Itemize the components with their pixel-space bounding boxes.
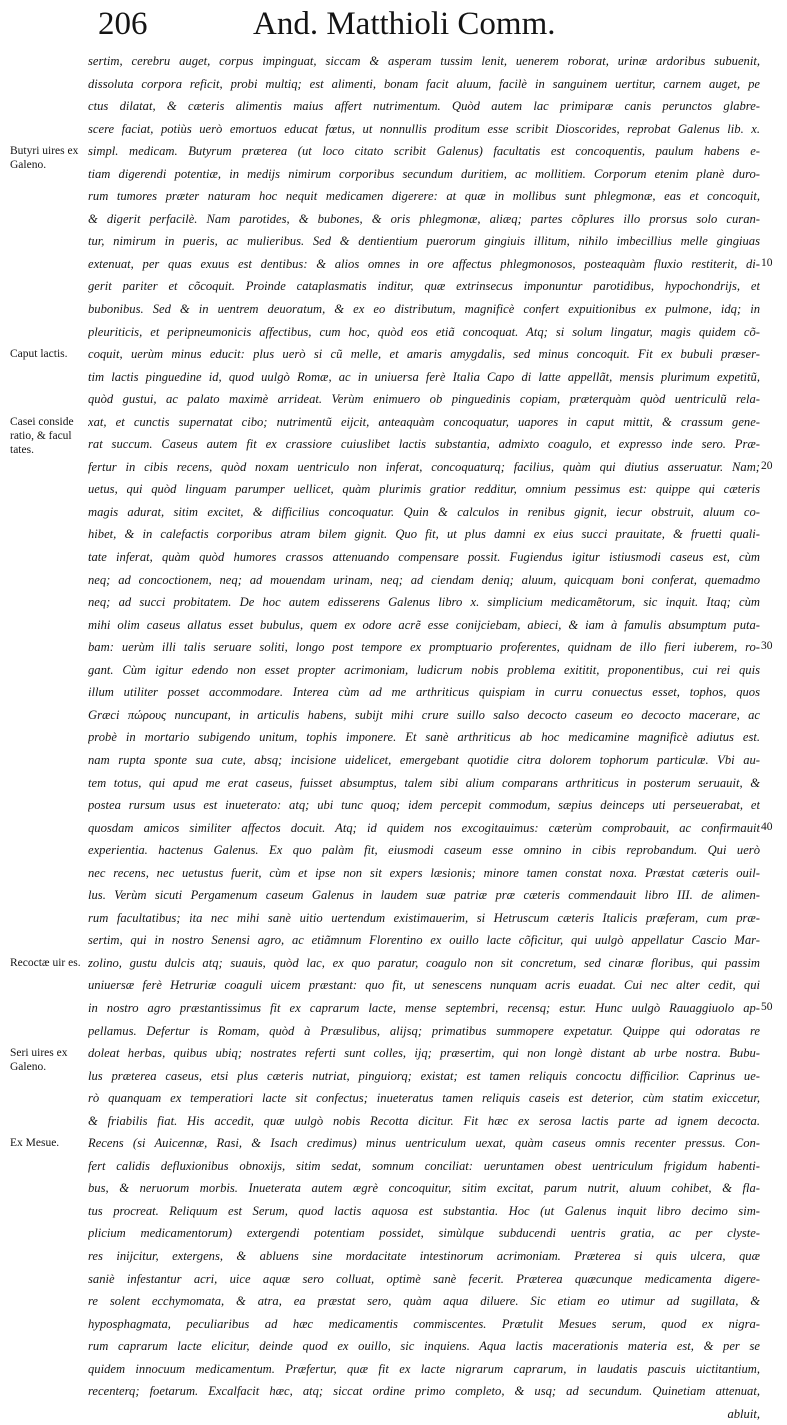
text-line: gant. Cùm igitur edendo non esset propter acrimoniam, ludicrum nobis problema exititit, proponentibus, cui rei quis bbox=[88, 662, 760, 677]
text-line: re solent ecchymomata, & atra, ea præstat sero, quàm aqua diluere. Sic etiam eo utimur ad sugillata, & bbox=[88, 1294, 760, 1309]
text-line: lus. Verùm sicuti Pergamenum caseum Galenus in laudem suæ patriæ præ cæteris commendauit libro III. de alimen- bbox=[88, 888, 760, 903]
text-line: Græci πώρους nuncupant, in articulis habens, subijt mihi crure suillo salso decocto caseum eo decocto macerare, ac bbox=[88, 707, 760, 722]
text-line: bam: uerùm illi talis seruare soliti, longo post tempore ex promptuario proferentes, quidnam de illo fieri iuberem, ro- bbox=[88, 640, 760, 655]
text-line: tem totus, qui apud me erat caseus, fuisset absumptus, talem sibi alium comparans arthriticus in posterum seruauit, & bbox=[88, 775, 760, 790]
line-number: 10 bbox=[761, 256, 773, 269]
text-line: & friabilis fiat. His accedit, quæ uulgò nobis Recotta dicitur. Fit hæc ex serosa lactis parte ad ignem decocta. bbox=[88, 1113, 760, 1128]
text-line: tim lactis pinguedine id, quod uulgò Romæ, ac in uniuersa ferè Italia Capo di latte appellãt, mensis plurimum expetitũ, bbox=[88, 369, 760, 384]
text-line: neq; ad concoctionem, neq; ad mouendam urinam, neq; ad ciendam deniq; aluum, quicquam boni conferat, quemadmo bbox=[88, 572, 760, 587]
text-line: scere faciat, potiùs uerò emortuos educat fœtus, ut nonnullis proditum esse scribit Dioscorides, reprobat Galenus lib. x. bbox=[88, 121, 760, 136]
page-header bbox=[98, 6, 638, 50]
text-line: dissoluta corpora reficit, probi multiq; est alimenti, bonam facit aluum, facilè in sanguinem uertitur, carnem auget, pe bbox=[88, 76, 760, 91]
body-text bbox=[88, 50, 760, 1425]
margin-note: Seri uires ex Galeno. bbox=[10, 1047, 68, 1074]
text-line: rum facultatibus; ita nec mihi sanè uitio uertendum existimauerim, si Hetruscum cæteris Italicis præferam, cum præ- bbox=[88, 910, 760, 925]
text-line: zolino, gustu dulcis atq; suauis, quòd lac, ex quo paratur, coagulo non sit concretum, sed cinaræ floribus, qui passim bbox=[88, 955, 760, 970]
text-line: recenterq; foetarum. Excalfacit hæc, atq; siccat ordine primo completo, & usq; ad secundum. Quinetiam attenuat, bbox=[88, 1384, 760, 1399]
text-line: res inijcitur, extergens, & abluens sine mordacitate intestinorum acrimoniam. Præterea si quis ulcera, quæ bbox=[88, 1248, 760, 1263]
running-title: And. Matthioli Comm. bbox=[253, 6, 556, 42]
margin-note: Butyri uires ex Galeno. bbox=[10, 145, 79, 172]
text-line: uniuersæ ferè Hetruriæ coaguli uicem præstant: quo fit, ut senescens nunquam acris euadat. Cui nec alter cedit, qui bbox=[88, 978, 760, 993]
text-line: nec recens, nec uetustus fuerit, cùm et ipse non sit expers læsionis; minore tamen constat noxa. Præstat cæteris ouil- bbox=[88, 865, 760, 880]
text-line: ctus dilatat, & cæteris alimentis maius affert nutrimentum. Quòd autem lac primiparæ canis perunctos glabre- bbox=[88, 99, 760, 114]
text-line: xat, et cunctis supernatat cibo; nutrimentũ eijcit, anteaquàm concoquatur, uapores in caput mittit, & crassum gene- bbox=[88, 414, 760, 429]
text-line: nam rupta sponte sua cute, absq; incisione uidelicet, emergebant quotidie citra dolorem tophorum particulæ. Vbi au- bbox=[88, 752, 760, 767]
text-line: rum caprarum lacte elicitur, deinde quod ex ouillo, sic inquiens. Aqua lactis macerationis materia est, & per se bbox=[88, 1339, 760, 1354]
text-line: coquit, uerùm minus educit: plus uerò si cũ melle, et amaris amygdalis, sed minus concoquit. Fit ex bubuli præser- bbox=[88, 347, 760, 362]
margin-note: Ex Mesue. bbox=[10, 1137, 60, 1150]
text-line: quosdam amicos similiter affectos docuit. Atq; id quidem nos excogitauimus: cæterùm comprobauit, ac confirmauit bbox=[88, 820, 760, 835]
text-line: experientia. hactenus Galenus. Ex quo palàm fit, eiusmodi caseum esse omnino in cibis reprobandum. Qui uerò bbox=[88, 843, 760, 858]
text-line: Recens (si Auicennæ, Rasi, & Isach credimus) minus uentriculum uexat, quàm caseus omnis recenter pressus. Con- bbox=[88, 1136, 760, 1151]
text-line: in nostro agro præstantissimus fit ex caprarum lacte, mense septembri, recensq; estur. Hunc uulgò Rauaggiuolo ap- bbox=[88, 1000, 760, 1015]
text-line: mihi olim caseus allatus esset bubulus, quem ex odore acrẽ esse conijciebam, abieci, & iam à famulis absumptum puta- bbox=[88, 617, 760, 632]
text-line: abluit, bbox=[727, 1406, 760, 1421]
text-line: sertim, qui in nostro Senensi agro, ac etiãmnum Florentino ex ouillo lacte cõficitur, qui uulgò appellatur Cascio Mar- bbox=[88, 933, 760, 948]
text-line: quidem innocuum medicamentum. Præfertur, quæ fit ex lacte nigrarum caprarum, in laudatis pascuis uictitantium, bbox=[88, 1361, 760, 1376]
text-line: probè in mortario subigendo unitum, tophis imponere. Et sanè arthriticus ab hoc medicamine magnificè adiutus est. bbox=[88, 730, 760, 745]
text-line: fertur in cibis recens, quòd noxam uentriculo non inferat, concoquaturq; facilius, quàm qui diutius asseruatur. Nam; bbox=[88, 459, 760, 474]
text-line: sertim, cerebru auget, corpus impinguat, siccam & asperam tussim lenit, uenerem roborat, urinæ ardoribus subuenit, bbox=[88, 54, 760, 68]
text-line: rum tumores præter naturam hoc nequit medicamen digerere: at quæ in mollibus sunt phlegmonæ, eas et concoquit, bbox=[88, 189, 760, 204]
text-line: tate inferat, quàm quòd humores crassos attenuando compensare possit. Fugiendus igitur istiusmodi caseus est, cùm bbox=[88, 550, 760, 565]
text-line: saniè infestantur acri, uice aquæ sero colluat, optimè sanè fecerit. Præterea quæcunque medicamenta digere- bbox=[88, 1271, 760, 1286]
text-line: tiam digerendi potentiæ, in medijs nimirum corporibus secundum duritiem, ac mollitiem. Corporum etenim planè duro- bbox=[88, 166, 760, 181]
text-line: plicium medicamentorum) extergendi potentiam possidet, simùlque subducendi uentris gratia, ac per clyste- bbox=[88, 1226, 760, 1241]
text-line: simpl. medicam. Butyrum præterea (ut loco citato scribit Galenus) facultatis est concoquentis, paulum habens e- bbox=[88, 144, 760, 159]
line-number: 40 bbox=[761, 820, 773, 833]
text-line: bus, & neruorum morbis. Inueterata autem ægrè concoquitur, sitim excitat, parum nutrit, aluum cohibet, & fla- bbox=[88, 1181, 760, 1196]
text-line: tus procreat. Reliquum est Serum, quod lactis aquosa est substantia. Hoc (ut Galenus inquit libro decimo sim- bbox=[88, 1203, 760, 1218]
text-line: postea rursum usus est inueterato: atq; ubi tunc quoq; idem percepit commodum, sæpius deinceps uti perseuerabat, et bbox=[88, 798, 760, 813]
line-number: 30 bbox=[761, 640, 773, 653]
margin-note: Caput lactis. bbox=[10, 348, 68, 361]
margin-note: Casei conside ratio, & facul tates. bbox=[10, 415, 74, 456]
text-line: pleuriticis, et peripneumonicis affectibus, cum hoc, quòd eos etiã concoquat. Atq; si solum lingatur, magis quidem cõ- bbox=[88, 324, 760, 339]
text-line: magis adurat, sitim excitet, & difficilius concoquatur. Quin & calculos in renibus gignit, iecur obstruit, aluum co- bbox=[88, 504, 760, 519]
text-line: illum utiliter posset accommodare. Interea cùm ad me arthriticus quispiam in curru conuectus esset, tophos, quos bbox=[88, 685, 760, 700]
line-number: 50 bbox=[761, 1001, 773, 1014]
text-line: bubonibus. Sed & in uentrem deuoratum, & ex eo distributum, magnificè confert expuitionibus ex pulmone, idq; in bbox=[88, 302, 760, 317]
text-line: & digerit perfacilè. Nam parotides, & bubones, & oris phlegmonæ, aliæq; partes cõplures illo prorsus solo curan- bbox=[88, 211, 760, 226]
line-number: 20 bbox=[761, 459, 773, 472]
text-line: fert calidis defluxionibus obnoxijs, sitim sedat, somnum conciliat: ueruntamen obest uentriculum frigidum habenti- bbox=[88, 1158, 760, 1173]
text-line: quòd gustui, ac palato maximè arrideat. Verùm enimuero ob pinguedinis copiam, præterquàm quòd uentriculũ rela- bbox=[88, 392, 760, 407]
margin-note: Recoctæ uir es. bbox=[10, 957, 81, 969]
text-line: lus præterea caseus, etsi plus cæteris nutriat, pinguiorq; existat; est tamen reliquis concoctu difficilior. Caprinus ue- bbox=[88, 1068, 760, 1083]
text-line: rat succum. Caseus autem fit ex crassiore cuiuslibet lactis substantia, admixto coagulo, et expresso inde sero. Præ- bbox=[88, 437, 760, 452]
text-line: tur, nimirum in pueris, ac mulieribus. Sed & dentientium puerorum gingiuis illitum, nihilo imbecillius melle gingiuas bbox=[88, 234, 760, 249]
text-line: gerit pariter et cõcoquit. Proinde cataplasmatis inditur, quæ extrinsecus imponuntur parotidibus, hypochondrijs, et bbox=[88, 279, 760, 294]
text-line: hyposphagmata, peculiaribus ad hæc medicamentis commiscentes. Prætulit Mesues serum, quod ex nigra- bbox=[88, 1316, 760, 1331]
text-line: extenuat, per quas exuus est dentibus: & alios omnes in ore affectus phlegmonosos, posteaquàm fluxio restiterit, di- bbox=[88, 256, 760, 271]
text-line: doleat herbas, quibus ubiq; nostrates referti sunt colles, ijq; præsertim, qui non longè distant ab urbe nostra. Bubu- bbox=[88, 1046, 760, 1061]
text-line: rò quanquam ex temperatiori lacte sit confectus; inueteratus tamen reliquis caseis est deterior, cùm statim exiccetur, bbox=[88, 1091, 760, 1106]
text-line: hibet, & in calefactis corporibus atram bilem gignit. Quo fit, ut plus damni ex eius succi prauitate, & fruetti quali- bbox=[88, 527, 760, 542]
page-number: 206 bbox=[98, 6, 148, 42]
text-line: pellamus. Defertur is Romam, quòd à Præsulibus, alijsq; primatibus summopere expetatur. Quippe qui odoratas re bbox=[88, 1023, 760, 1038]
text-line: neq; ad succi probitatem. De hoc autem edisserens Galenus libro x. simplicium medicamẽtorum, sic inquit. Itaq; cùm bbox=[88, 595, 760, 610]
text-line: uetus, qui quòd linguam parumper uellicet, quàm plurimis gratior redditur, omnium pessimus est: quippe qui cæteris bbox=[88, 482, 760, 497]
